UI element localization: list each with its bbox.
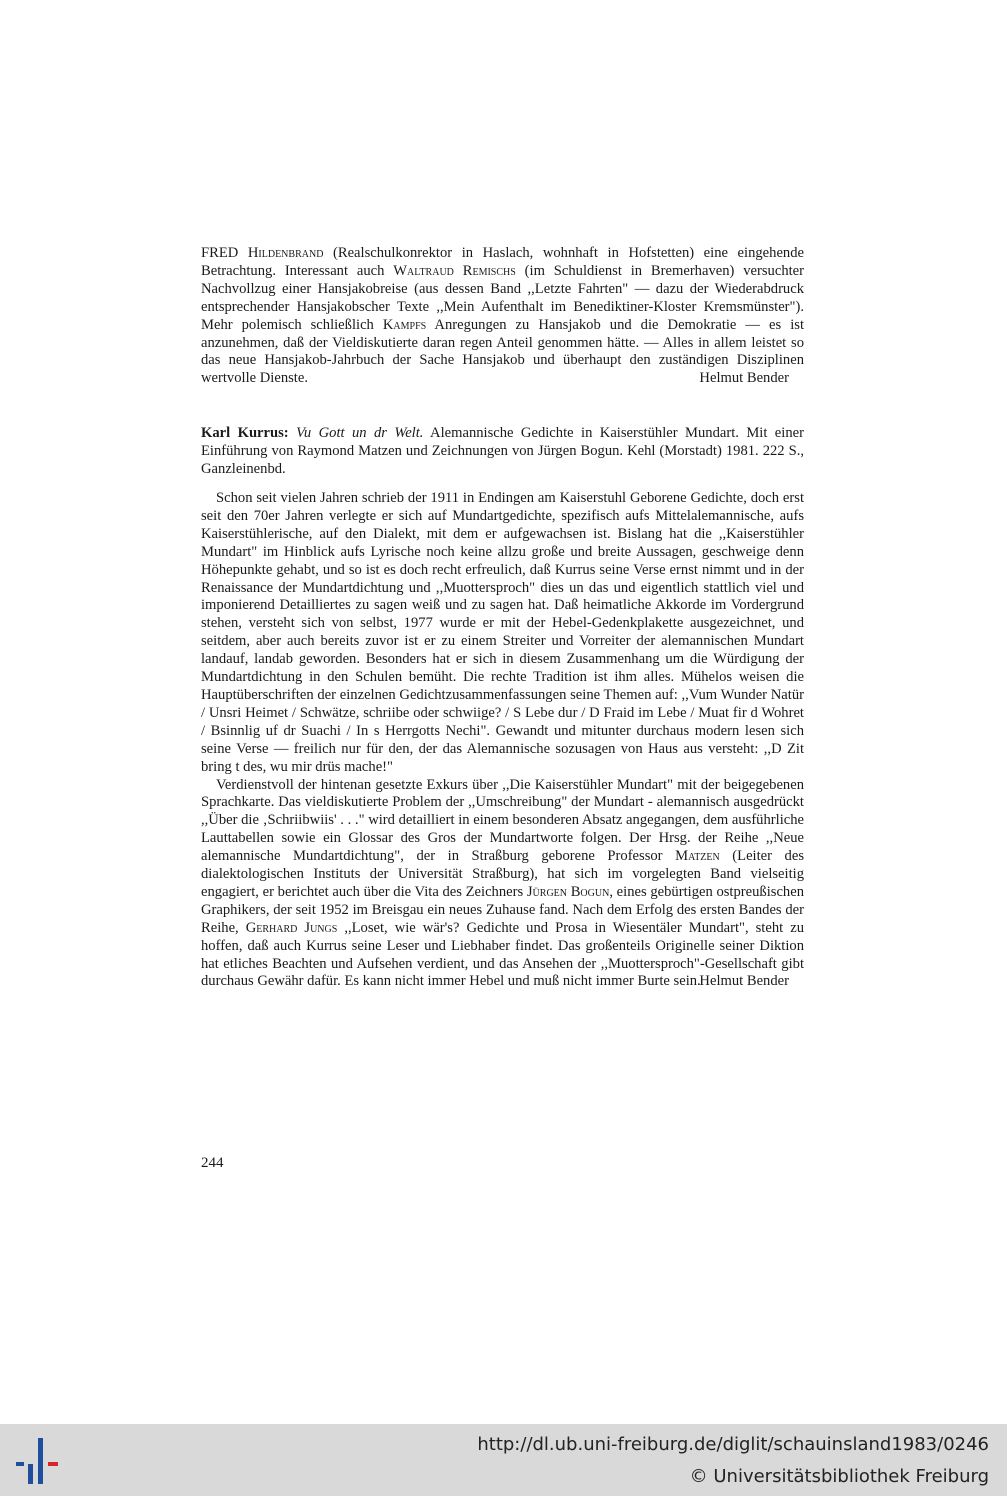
author-first-name: FRED xyxy=(201,245,248,261)
person-name: Gerhard Jungs xyxy=(245,919,338,936)
review-paragraph-1: Schon seit vielen Jahren schrieb der 1911 in Endingen am Kaiserstuhl Geborene Gedichte, doch erst seit den 70er Jahren verlegte er sich auf Mundartgedichte, spezifisch aufs Mittelalemannische, aufs Kaiserstühlerische, auf den Dialekt, mit dem er aufgewachsen ist. Bislang hat die ,,Kaiserstühler Mundart" im Hinblick aufs Lyrische noch keine allzu große und breite Aussagen, geschweige denn Höhepunkte gehabt, und so ist es doch recht erfreulich, daß Kurrus seine Verse ernst nimmt und in der Renaissance der Mundartdichtung und ,,Muottersproch" dies un das und eigentlich stattlich viel und imponierend Detailliertes zu sagen weiß und zu sagen hat. Daß heimatliche Akkorde im Vordergrund stehen, versteht sich von selbst, 1977 wurde er mit der Hebel-Gedenkplakette ausgezeichnet, und seitdem, aber auch bereits zuvor ist er zu einem Streiter und Vorreiter der alemannischen Mundart landauf, landab geworden. Besonders hat er sich in diesem Zusammenhang um die Würdigung der Mundartdichtung in den Schulen bemüht. Die rechte Tradition ist ihm alles. Mühelos weisen die Hauptüberschriften der einzelnen Gedichtzusammenfassungen seine Themen auf: ,,Vum Wunder Natür / Unsri Heimet / Schwätze, schriibe oder schwiige? / S Lebe dur / D Fraid im Lebe / Muat fir d Wohret / Bsinnlig uf dr Suachi / In s Herrgotts Nechi". Gewandt und mitunter durchaus modern lesen sich seine Verse — freilich nur für den, der das Alemannische sozusagen von Haus aus versteht: ,,D Zit bring t des, wu mir drüs mache!" xyxy=(201,490,804,775)
person-name: Jürgen Bogun xyxy=(526,883,610,900)
paragraph-text: Anregungen zu Hansjakob und die Demokratie — es ist anzunehmen, daß der Vieldiskutierte daran regen Anteil genommen hätte. — Alles in allem leistet so das neue Hansjakob-Jahrbuch der Sache Hansjakob und überhaupt den zuständigen Disziplinen wertvolle Dienste. xyxy=(201,316,804,387)
document-url-link[interactable]: http://dl.ub.uni-freiburg.de/diglit/schauinsland1983/0246 xyxy=(477,1434,989,1455)
page-number: 244 xyxy=(201,1155,224,1171)
review-heading xyxy=(201,425,804,479)
paragraph-text: , eines gebürtigen ostpreußischen Graphikers, der seit 1952 im Breisgau ein neues Zuhause fand. Nach dem Erfolg des ersten Bandes der Reihe, xyxy=(201,883,804,936)
reviewer-signature: Helmut Bender xyxy=(699,370,789,387)
paragraph-text: ,,Loset, wie wär's? Gedichte und Prosa in Wiesentäler Mundart", steht zu hoffen, daß auch Kurrus seine Leser und Liebhaber findet. Das großenteils Originelle seiner Diktion hat etliches Beachten und Aufsehen verdient, und das Ansehen der ,,Muottersproch"-Gesellschaft gibt durchaus Gewähr dafür. Es kann nicht immer Hebel und muß nicht immer Burte sein. xyxy=(201,919,804,990)
paragraph-text: (im Schuldienst in Bremerhaven) versuchter Nachvollzug einer Hansjakobreise (aus dessen Band ,,Letzte Fahrten" — dazu der Wiederabdruck entsprechender Hansjakobscher Texte ,,Mein Aufenthalt im Benediktiner-Kloster Kremsmünster"). Mehr polemisch schließlich xyxy=(201,262,805,333)
copyright-notice: © Universitätsbibliothek Freiburg xyxy=(689,1466,989,1487)
person-name: Matzen xyxy=(675,848,720,865)
author-name: Kampfs xyxy=(382,316,427,333)
review-continuation-paragraph xyxy=(201,245,804,388)
bibliographic-details: Alemannische Gedichte in Kaiserstühler Mundart. Mit einer Einführung von Raymond Matzen und Zeichnungen von Jürgen Bogun. Kehl (Morstadt) 1981. 222 S., Ganzleinenbd. xyxy=(201,425,804,477)
author-surname: Hildenbrand xyxy=(247,245,324,261)
footer-bar xyxy=(0,1424,1007,1496)
author-name: Waltraud Remischs xyxy=(393,262,516,279)
reviewer-signature: Helmut Bender xyxy=(699,973,789,990)
paragraph-text: Verdienstvoll der hintenan gesetzte Exkurs über ,,Die Kaiserstühler Mundart" mit der beigegebenen Sprachkarte. Das vieldiskutierte Problem der ,,Umschreibung" der Mundart - alemannisch ausgedrückt ,,Über die ‚Schriibwiis' . . ." wird detailliert in einem besonderen Absatz angegangen, dem ausführliche Lauttabellen sowie ein Glossar des Gros der Mundartworte folgen. Der Hrsg. der Reihe ,,Neue alemannische Mundartdichtung", der in Straßburg geborene Professor xyxy=(201,776,804,865)
paragraph-text: (Leiter des dialektologischen Instituts der Universität Straßburg), hat sich im vorgelegten Band vielseitig engagiert, er berichtet auch über die Vita des Zeichners xyxy=(201,848,805,900)
review-body xyxy=(201,490,804,991)
book-title: Vu Gott un dr Welt. xyxy=(296,425,424,441)
book-author: Karl Kurrus: xyxy=(201,425,289,441)
review-paragraph-2 xyxy=(201,777,804,992)
paragraph-text: (Realschulkonrektor in Haslach, wohnhaft in Hofstetten) eine eingehende Betrachtung. Interessant auch xyxy=(201,245,804,279)
bibliographic-entry xyxy=(201,425,804,479)
review-continuation xyxy=(201,245,804,388)
ub-freiburg-logo-icon xyxy=(12,1436,64,1486)
